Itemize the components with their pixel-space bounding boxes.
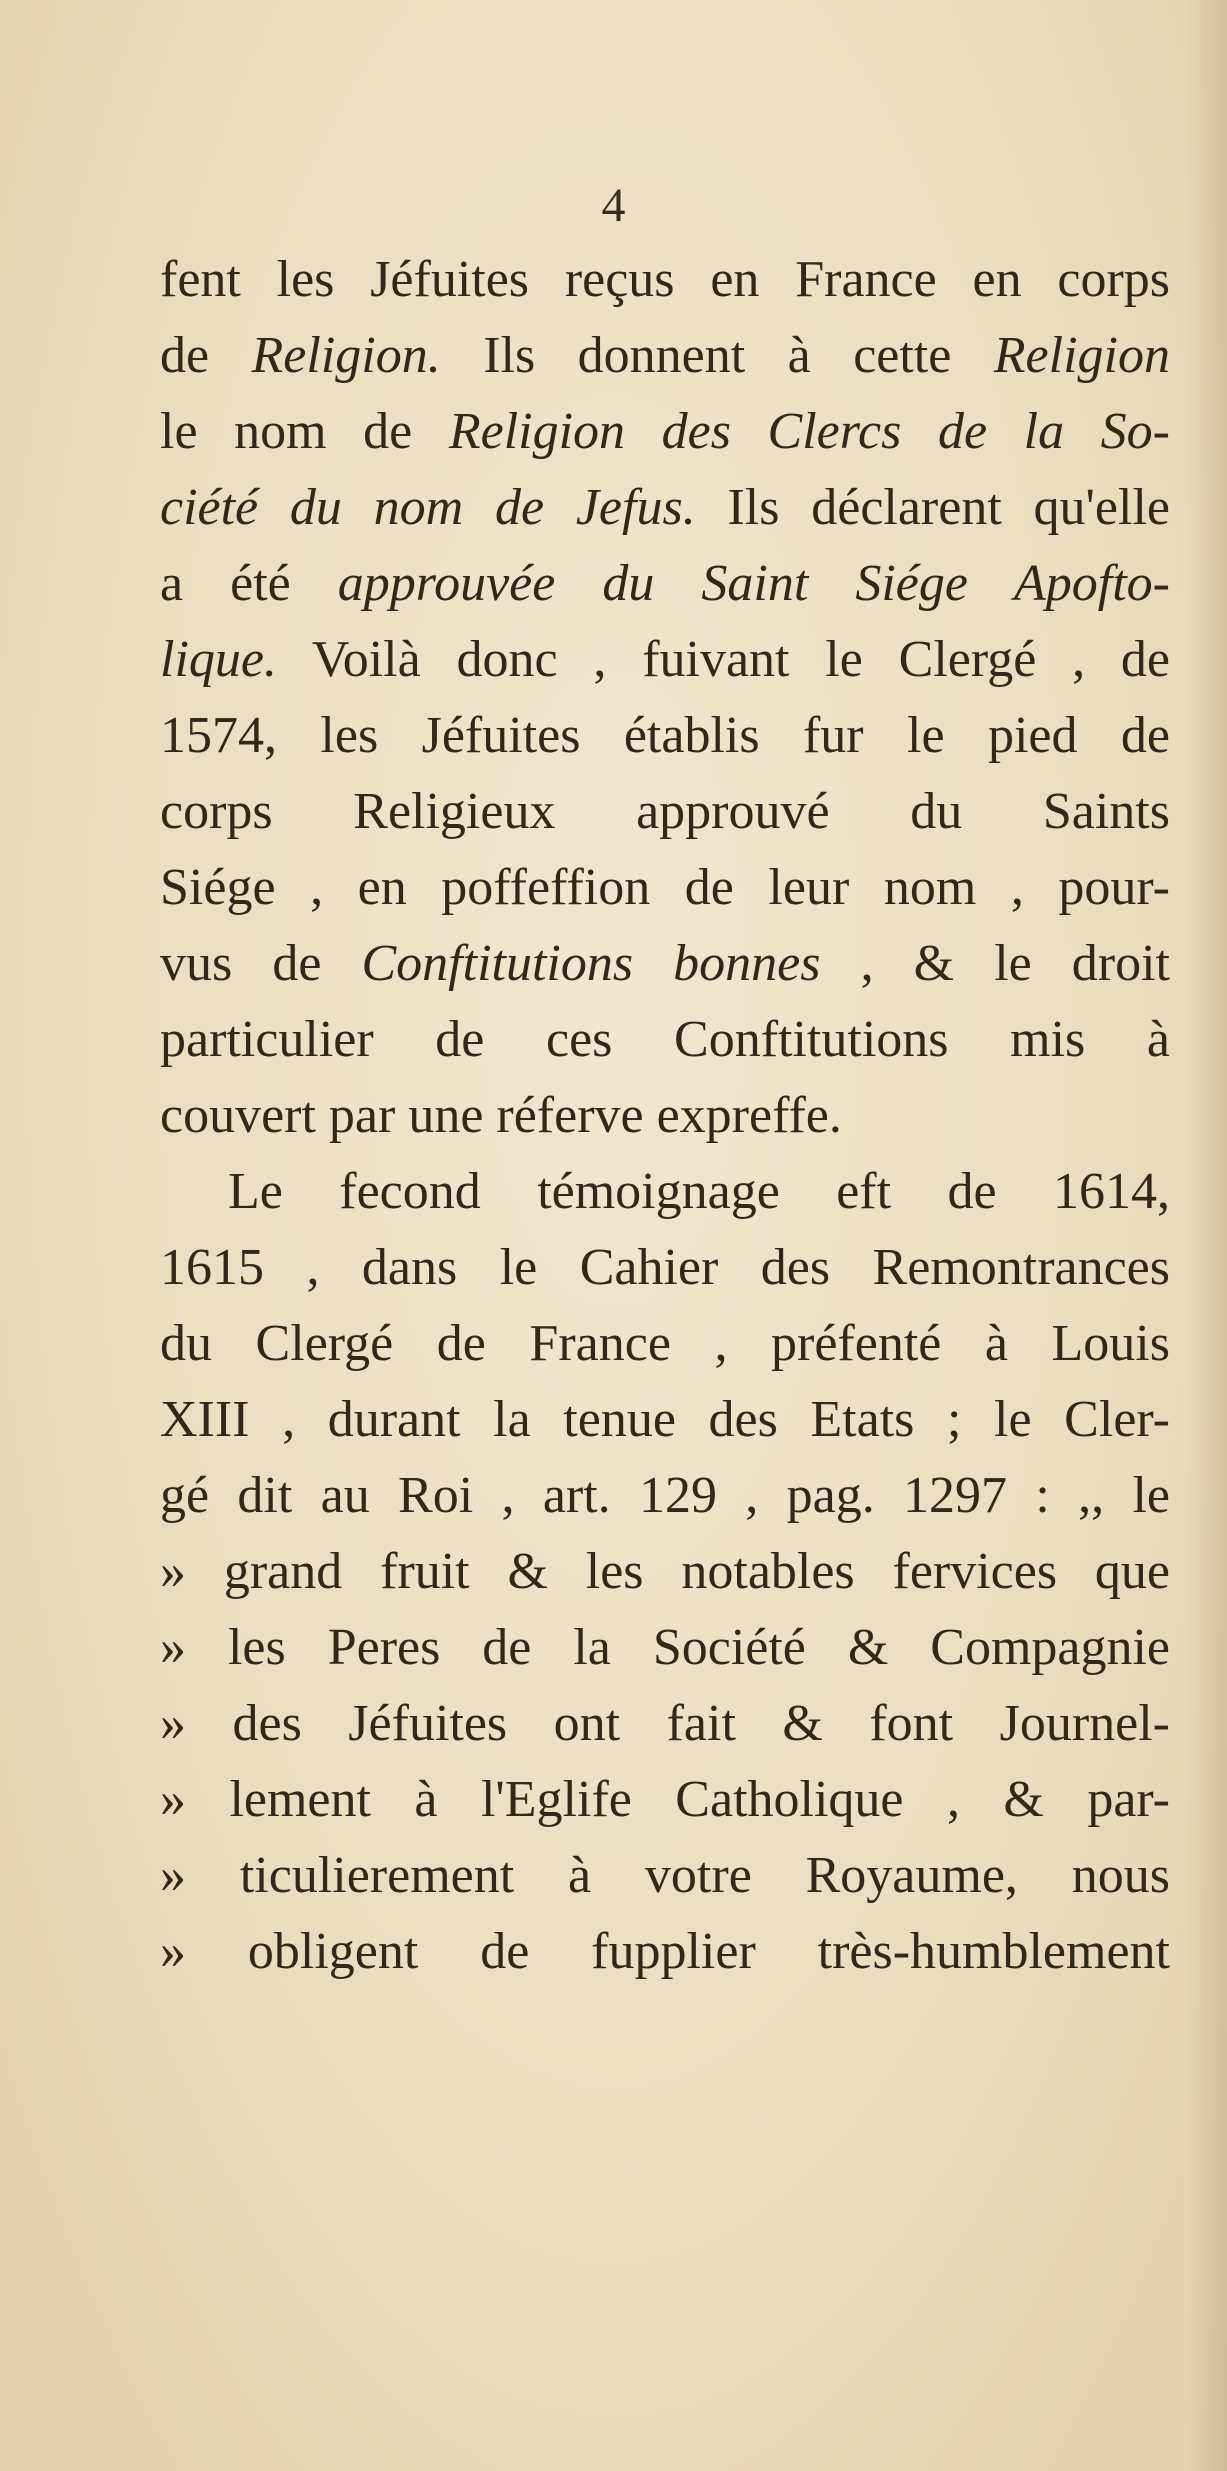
- text-line: [160, 1762, 1170, 1838]
- text-segment: de: [160, 327, 252, 384]
- text-segment: gé dit au Roi , art. 129 , pag. 1297 : ,, le: [160, 1467, 1170, 1524]
- page-number: 4: [601, 179, 626, 232]
- text-segment: fent les Jéfuites reçus en France en corps: [160, 251, 1170, 308]
- text-line: [160, 1534, 1170, 1610]
- italic-text: approuvée du Saint Siége Apofto-: [337, 555, 1170, 612]
- text-line: [160, 1230, 1170, 1306]
- italic-text: ciété du nom de Jefus.: [160, 479, 696, 536]
- text-line: [160, 1914, 1170, 1990]
- body-text: [160, 242, 1170, 1990]
- text-segment: Siége , en poffeffion de leur nom , pour-: [160, 859, 1170, 916]
- text-line: [160, 242, 1170, 318]
- text-segment: Ils donnent à cette: [440, 327, 994, 384]
- text-segment: 1615 , dans le Cahier des Remontrances: [160, 1239, 1170, 1296]
- text-segment: » des Jéfuites ont fait & font Journel-: [160, 1695, 1170, 1752]
- text-line: [160, 318, 1170, 394]
- text-segment: » ticulierement à votre Royaume, nous: [160, 1847, 1170, 1904]
- italic-text: Religion des Clercs de la So-: [448, 403, 1170, 460]
- text-line: [160, 1838, 1170, 1914]
- text-line: [160, 394, 1170, 470]
- text-line: [160, 1610, 1170, 1686]
- text-segment: couvert par une réferve expreffe.: [160, 1087, 842, 1144]
- text-segment: » les Peres de la Société & Compagnie: [160, 1619, 1170, 1676]
- text-segment: » grand fruit & les notables fervices que: [160, 1543, 1170, 1600]
- text-line: [160, 1306, 1170, 1382]
- text-segment: Le fecond témoignage eft de 1614,: [228, 1163, 1170, 1220]
- italic-text: lique.: [160, 631, 277, 688]
- text-line: [160, 698, 1170, 774]
- text-segment: particulier de ces Conftitutions mis à: [160, 1011, 1170, 1068]
- text-line: [160, 1458, 1170, 1534]
- text-line: [160, 926, 1170, 1002]
- text-segment: XIII , durant la tenue des Etats ; le Cler-: [160, 1391, 1170, 1448]
- text-line: [160, 1686, 1170, 1762]
- text-line: [160, 1078, 1170, 1154]
- text-line: [160, 622, 1170, 698]
- text-segment: Ils déclarent qu'elle: [695, 479, 1170, 536]
- text-line: [160, 1154, 1170, 1230]
- text-segment: du Clergé de France , préfenté à Louis: [160, 1315, 1170, 1372]
- text-line: [160, 1382, 1170, 1458]
- text-segment: Voilà donc , fuivant le Clergé , de: [276, 631, 1170, 688]
- text-segment: 1574, les Jéfuites établis fur le pied de: [160, 707, 1170, 764]
- text-segment: vus de: [160, 935, 362, 992]
- text-segment: » lement à l'Eglife Catholique , & par-: [160, 1771, 1170, 1828]
- text-line: [160, 546, 1170, 622]
- text-segment: » obligent de fupplier très-humblement: [160, 1923, 1170, 1980]
- text-segment: a été: [160, 555, 338, 612]
- italic-text: Religion.: [251, 327, 441, 384]
- text-segment: le nom de: [160, 403, 449, 460]
- text-line: [160, 470, 1170, 546]
- italic-text: Conftitutions bonnes: [361, 935, 821, 992]
- text-segment: corps Religieux approuvé du Saints: [160, 783, 1170, 840]
- text-segment: , & le droit: [820, 935, 1170, 992]
- text-line: [160, 1002, 1170, 1078]
- text-line: [160, 850, 1170, 926]
- text-line: [160, 774, 1170, 850]
- italic-text: Religion: [993, 327, 1170, 384]
